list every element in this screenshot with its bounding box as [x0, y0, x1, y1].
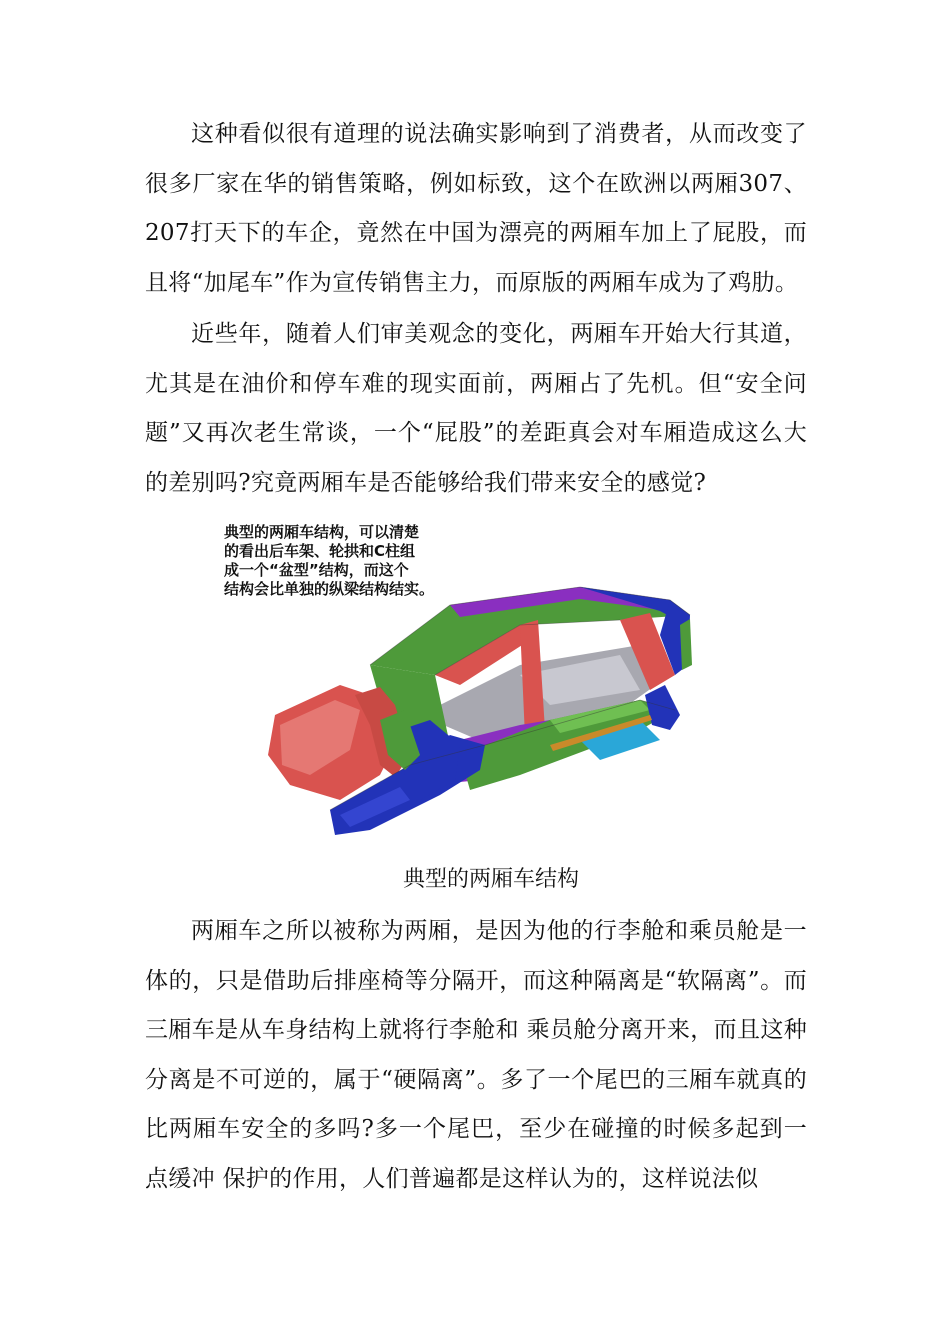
paragraph-3: 两厢车之所以被称为两厢，是因为他的行李舱和乘员舱是一体的，只是借助后排座椅等分隔开，而这种隔离是“软隔离”。而三厢车是从车身结构上就将行李舱和 乘员舱分离开来，而且这种分离是不可逆的，属于“硬隔离”。多了一个尾巴的三厢车就真的比两厢车安全的多吗?多一个尾巴，至少在碰撞的时候多起到一点缓冲 保护的作用，人们普遍都是这样认为的，这样说法似	[145, 918, 807, 1192]
annotation-line: 的看出后车架、轮拱和C柱组	[224, 542, 416, 560]
annotation-line: 成一个“盆型”结构，而这个	[224, 561, 409, 579]
figure-annotation	[224, 523, 474, 599]
paragraph-2: 近些年，随着人们审美观念的变化，两厢车开始大行其道，尤其是在油价和停车难的现实面前，两厢占了先机。但“安全问题”又再次老生常谈，一个“屁股”的差距真会对车厢造成这么大的差别吗?究竟两厢车是否能够给我们带来安全的感觉?	[145, 321, 807, 496]
annotation-line: 典型的两厢车结构，可以清楚	[224, 523, 420, 541]
figure-caption: 典型的两厢车结构	[402, 867, 579, 892]
car-body-figure	[220, 515, 715, 860]
annotation-line: 结构会比单独的纵梁结构结实。	[224, 580, 435, 598]
paragraph-1: 这种看似很有道理的说法确实影响到了消费者，从而改变了很多厂家在华的销售策略，例如标致，这个在欧洲以两厢307、207打天下的车企，竟然在中国为漂亮的两厢车加上了屁股，而且将“加尾车”作为宣传销售主力，而原版的两厢车成为了鸡肋。	[145, 121, 807, 296]
